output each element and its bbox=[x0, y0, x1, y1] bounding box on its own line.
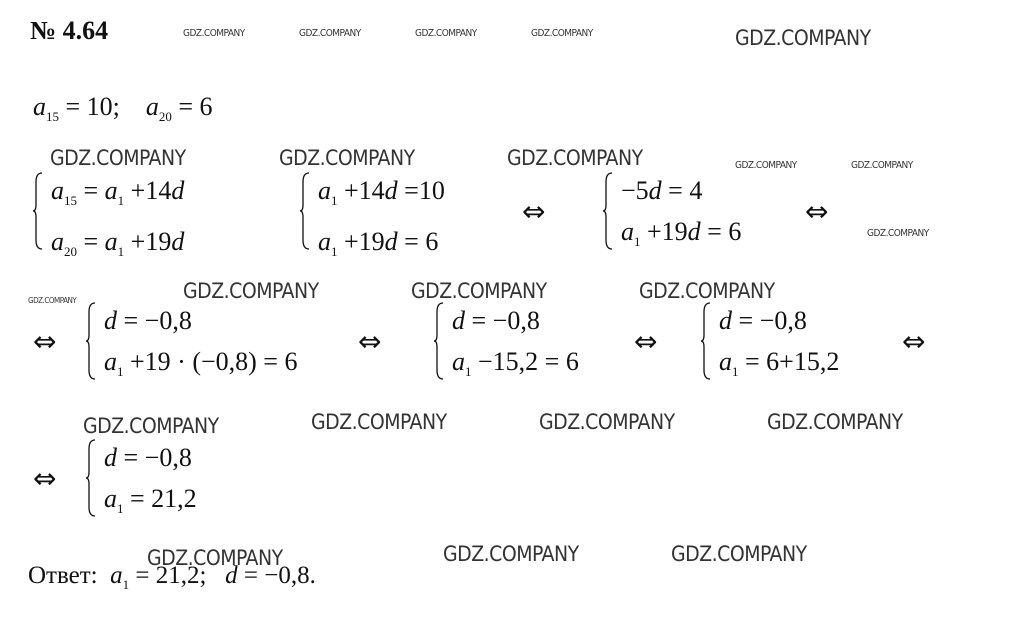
answer-line: Ответ: $a_1 = 21,2$; d = −0,8. bbox=[28, 562, 316, 592]
watermark: GDZ.COMPANY bbox=[411, 279, 547, 303]
watermark: GDZ.COMPANY bbox=[311, 410, 447, 434]
brace-icon bbox=[33, 172, 43, 250]
equivalence-symbol: ⇔ bbox=[634, 325, 658, 358]
watermark: GDZ.COMPANY bbox=[767, 410, 903, 434]
equivalence-symbol: ⇔ bbox=[522, 195, 546, 228]
equation-system-6: d = −0,8 $a_1 = 6+15,2$ bbox=[701, 300, 839, 392]
brace-icon bbox=[300, 172, 310, 250]
watermark: GDZ.COMPANY bbox=[443, 542, 579, 566]
equivalence-symbol: ⇔ bbox=[33, 462, 57, 495]
watermark: GDZ.COMPANY bbox=[50, 146, 186, 170]
equivalence-symbol: ⇔ bbox=[805, 195, 829, 228]
watermark: GDZ.COMPANY bbox=[279, 146, 415, 170]
equation-system-7: d = −0,8 $a_1 = 21,2$ bbox=[86, 437, 197, 529]
given-line: $a_{15} = 10$; $a_{20} = 6$ bbox=[33, 92, 213, 124]
watermark: GDZ.COMPANY bbox=[28, 296, 77, 305]
equivalence-symbol: ⇔ bbox=[33, 325, 57, 358]
equation-system-3: −5d = 4 $a_1 +19d = 6$ bbox=[603, 170, 741, 262]
brace-icon bbox=[434, 302, 444, 380]
watermark: GDZ.COMPANY bbox=[639, 279, 775, 303]
brace-icon bbox=[86, 439, 96, 517]
watermark: GDZ.COMPANY bbox=[539, 410, 675, 434]
watermark: GDZ.COMPANY bbox=[735, 26, 871, 50]
watermark: GDZ.COMPANY bbox=[83, 414, 219, 438]
brace-icon bbox=[701, 302, 711, 380]
watermark: GDZ.COMPANY bbox=[867, 228, 929, 239]
equation-system-5: d = −0,8 $a_1 -15,2 = 6$ bbox=[434, 300, 579, 392]
watermark: GDZ.COMPANY bbox=[299, 28, 361, 39]
equation-system-2: $a_1 +14d =10$ $a_1 +19d = 6$ bbox=[300, 170, 445, 272]
equation-system-4: d = −0,8 $a_1 +19 \cdot (-0,8) = 6$ bbox=[86, 300, 297, 392]
brace-icon bbox=[603, 172, 613, 250]
brace-icon bbox=[86, 302, 96, 380]
equivalence-symbol: ⇔ bbox=[358, 325, 382, 358]
watermark: GDZ.COMPANY bbox=[183, 279, 319, 303]
watermark: GDZ.COMPANY bbox=[671, 542, 807, 566]
problem-number: № 4.64 bbox=[30, 16, 109, 45]
watermark: GDZ.COMPANY bbox=[735, 160, 797, 171]
watermark: GDZ.COMPANY bbox=[531, 28, 593, 39]
equivalence-symbol: ⇔ bbox=[902, 325, 926, 358]
watermark: GDZ.COMPANY bbox=[415, 28, 477, 39]
watermark: GDZ.COMPANY bbox=[507, 146, 643, 170]
watermark: GDZ.COMPANY bbox=[851, 160, 913, 171]
equation-system-1: $a_{15} = a_1 +14d$ $a_{20} = a_1 +19d$ bbox=[33, 170, 184, 272]
watermark: GDZ.COMPANY bbox=[183, 28, 245, 39]
watermark: GDZ.COMPANY bbox=[147, 546, 283, 570]
